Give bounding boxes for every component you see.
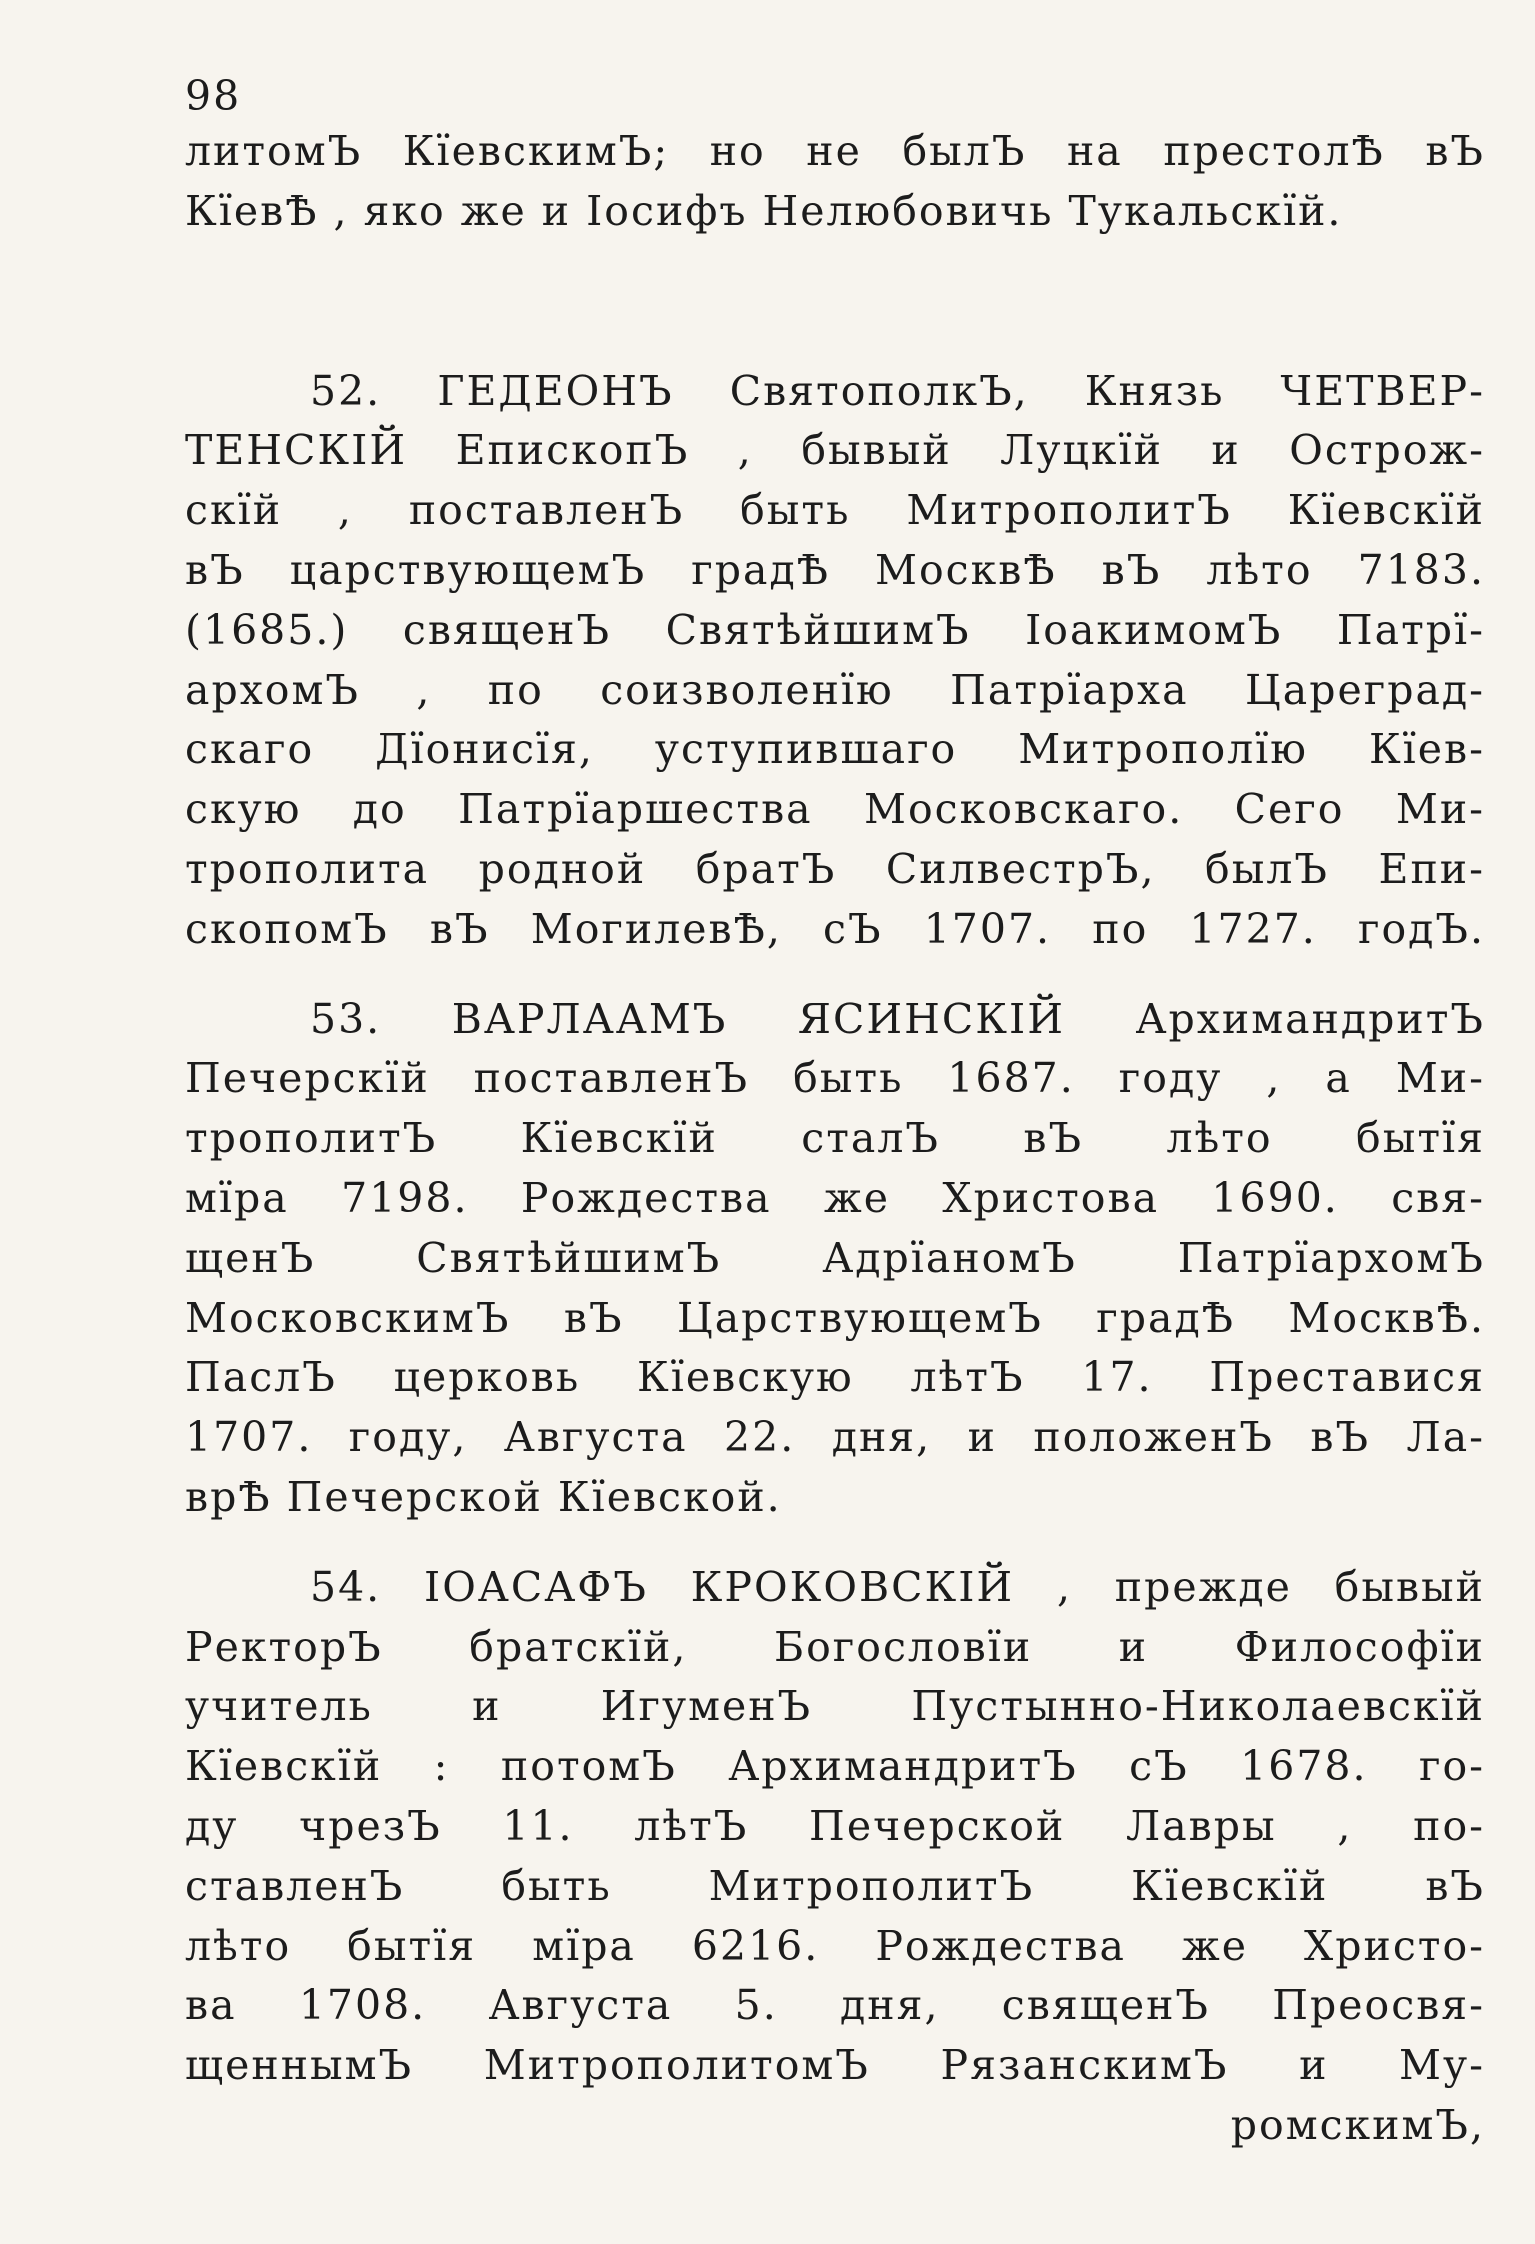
text-line: скопомЪ вЪ МогилевѢ, сЪ 1707. по 1727. годЪ.: [185, 904, 1485, 953]
text-line: (1685.) священЪ СвятѣйшимЪ ІоакимомЪ Патрї-: [185, 605, 1485, 654]
catchword: ромскимЪ,: [1230, 2100, 1485, 2149]
entry-heading-line: 53. ВАРЛААМЪ ЯСИНСКІЙ АрхимандритЪ: [310, 994, 1485, 1043]
text-line: трополитЪ Кїевскїй сталЪ вЪ лѣто бытїя: [185, 1114, 1485, 1163]
entry-52-gedeon: [185, 362, 1515, 960]
text-line: ду чрезЪ 11. лѣтЪ Печерской Лавры , по-: [185, 1801, 1485, 1850]
text-line: учитель и ИгуменЪ Пустынно-Николаевскїй: [185, 1682, 1485, 1731]
text-line: ставленЪ быть МитрополитЪ Кїевскїй вЪ: [185, 1861, 1485, 1910]
text-line: щеннымЪ МитрополитомЪ РязанскимЪ и Му-: [185, 2041, 1485, 2090]
text-line: КїевѢ , яко же и Іосифъ Нелюбовичь Тукальскїй.: [185, 186, 1343, 235]
text-line: архомЪ , по соизволенїю Патрїарха Цареград-: [185, 665, 1485, 714]
entry-heading-line: 54. ІОАСАФЪ КРОКОВСКІЙ , прежде бывый: [310, 1562, 1485, 1611]
text-line: трополита родной братЪ СилвестрЪ, былЪ Епи-: [185, 844, 1485, 893]
text-line: врѢ Печерской Кїевской.: [185, 1472, 782, 1521]
text-line: ва 1708. Августа 5. дня, священЪ Преосвя-: [185, 1981, 1485, 2030]
text-line: щенЪ СвятѣйшимЪ АдрїаномЪ ПатрїархомЪ: [185, 1233, 1485, 1282]
paragraph-gap: [185, 1528, 1515, 1558]
text-line: скїй , поставленЪ быть МитрополитЪ Кїевскїй: [185, 486, 1485, 535]
paragraph-gap: [185, 242, 1515, 362]
text-line: скую до Патрїаршества Московскаго. Сего Ми-: [185, 785, 1485, 834]
entry-heading-line: 52. ГЕДЕОНЪ СвятополкЪ, Князь ЧЕТВЕР-: [310, 366, 1485, 415]
text-line: ПаслЪ церковь Кїевскую лѣтЪ 17. Преставися: [185, 1353, 1485, 1402]
entry-54-ioasaf: [185, 1558, 1515, 2156]
text-line: 1707. году, Августа 22. дня, и положенЪ вЪ Ла-: [185, 1413, 1485, 1462]
text-line: ТЕНСКІЙ ЕпископЪ , бывый Луцкїй и Острож-: [185, 426, 1485, 475]
text-line: Кїевскїй : потомЪ АрхимандритЪ сЪ 1678. го-: [185, 1742, 1485, 1791]
text-line: литомЪ КїевскимЪ; но не былЪ на престолѢ вЪ: [185, 127, 1485, 175]
page-number: 98: [185, 72, 242, 120]
text-line: скаго Дїонисїя, уступившаго Митрополїю Кїев-: [185, 725, 1485, 774]
text-line: вЪ царствующемЪ градѢ МосквѢ вЪ лѣто 7183.: [185, 545, 1485, 594]
text-line: РекторЪ братскїй, Богословїи и Философїи: [185, 1622, 1485, 1671]
text-line: лѣто бытїя мїра 6216. Рождества же Христо-: [185, 1921, 1485, 1970]
paragraph-gap: [185, 960, 1515, 990]
intro-paragraph: [185, 122, 1515, 242]
text-line: Печерскїй поставленЪ быть 1687. году , а Ми-: [185, 1054, 1485, 1103]
text-line: мїра 7198. Рождества же Христова 1690. свя-: [185, 1173, 1485, 1222]
text-line: МосковскимЪ вЪ ЦарствующемЪ градѢ МосквѢ.: [185, 1293, 1485, 1342]
entry-53-varlaam: [185, 990, 1515, 1528]
